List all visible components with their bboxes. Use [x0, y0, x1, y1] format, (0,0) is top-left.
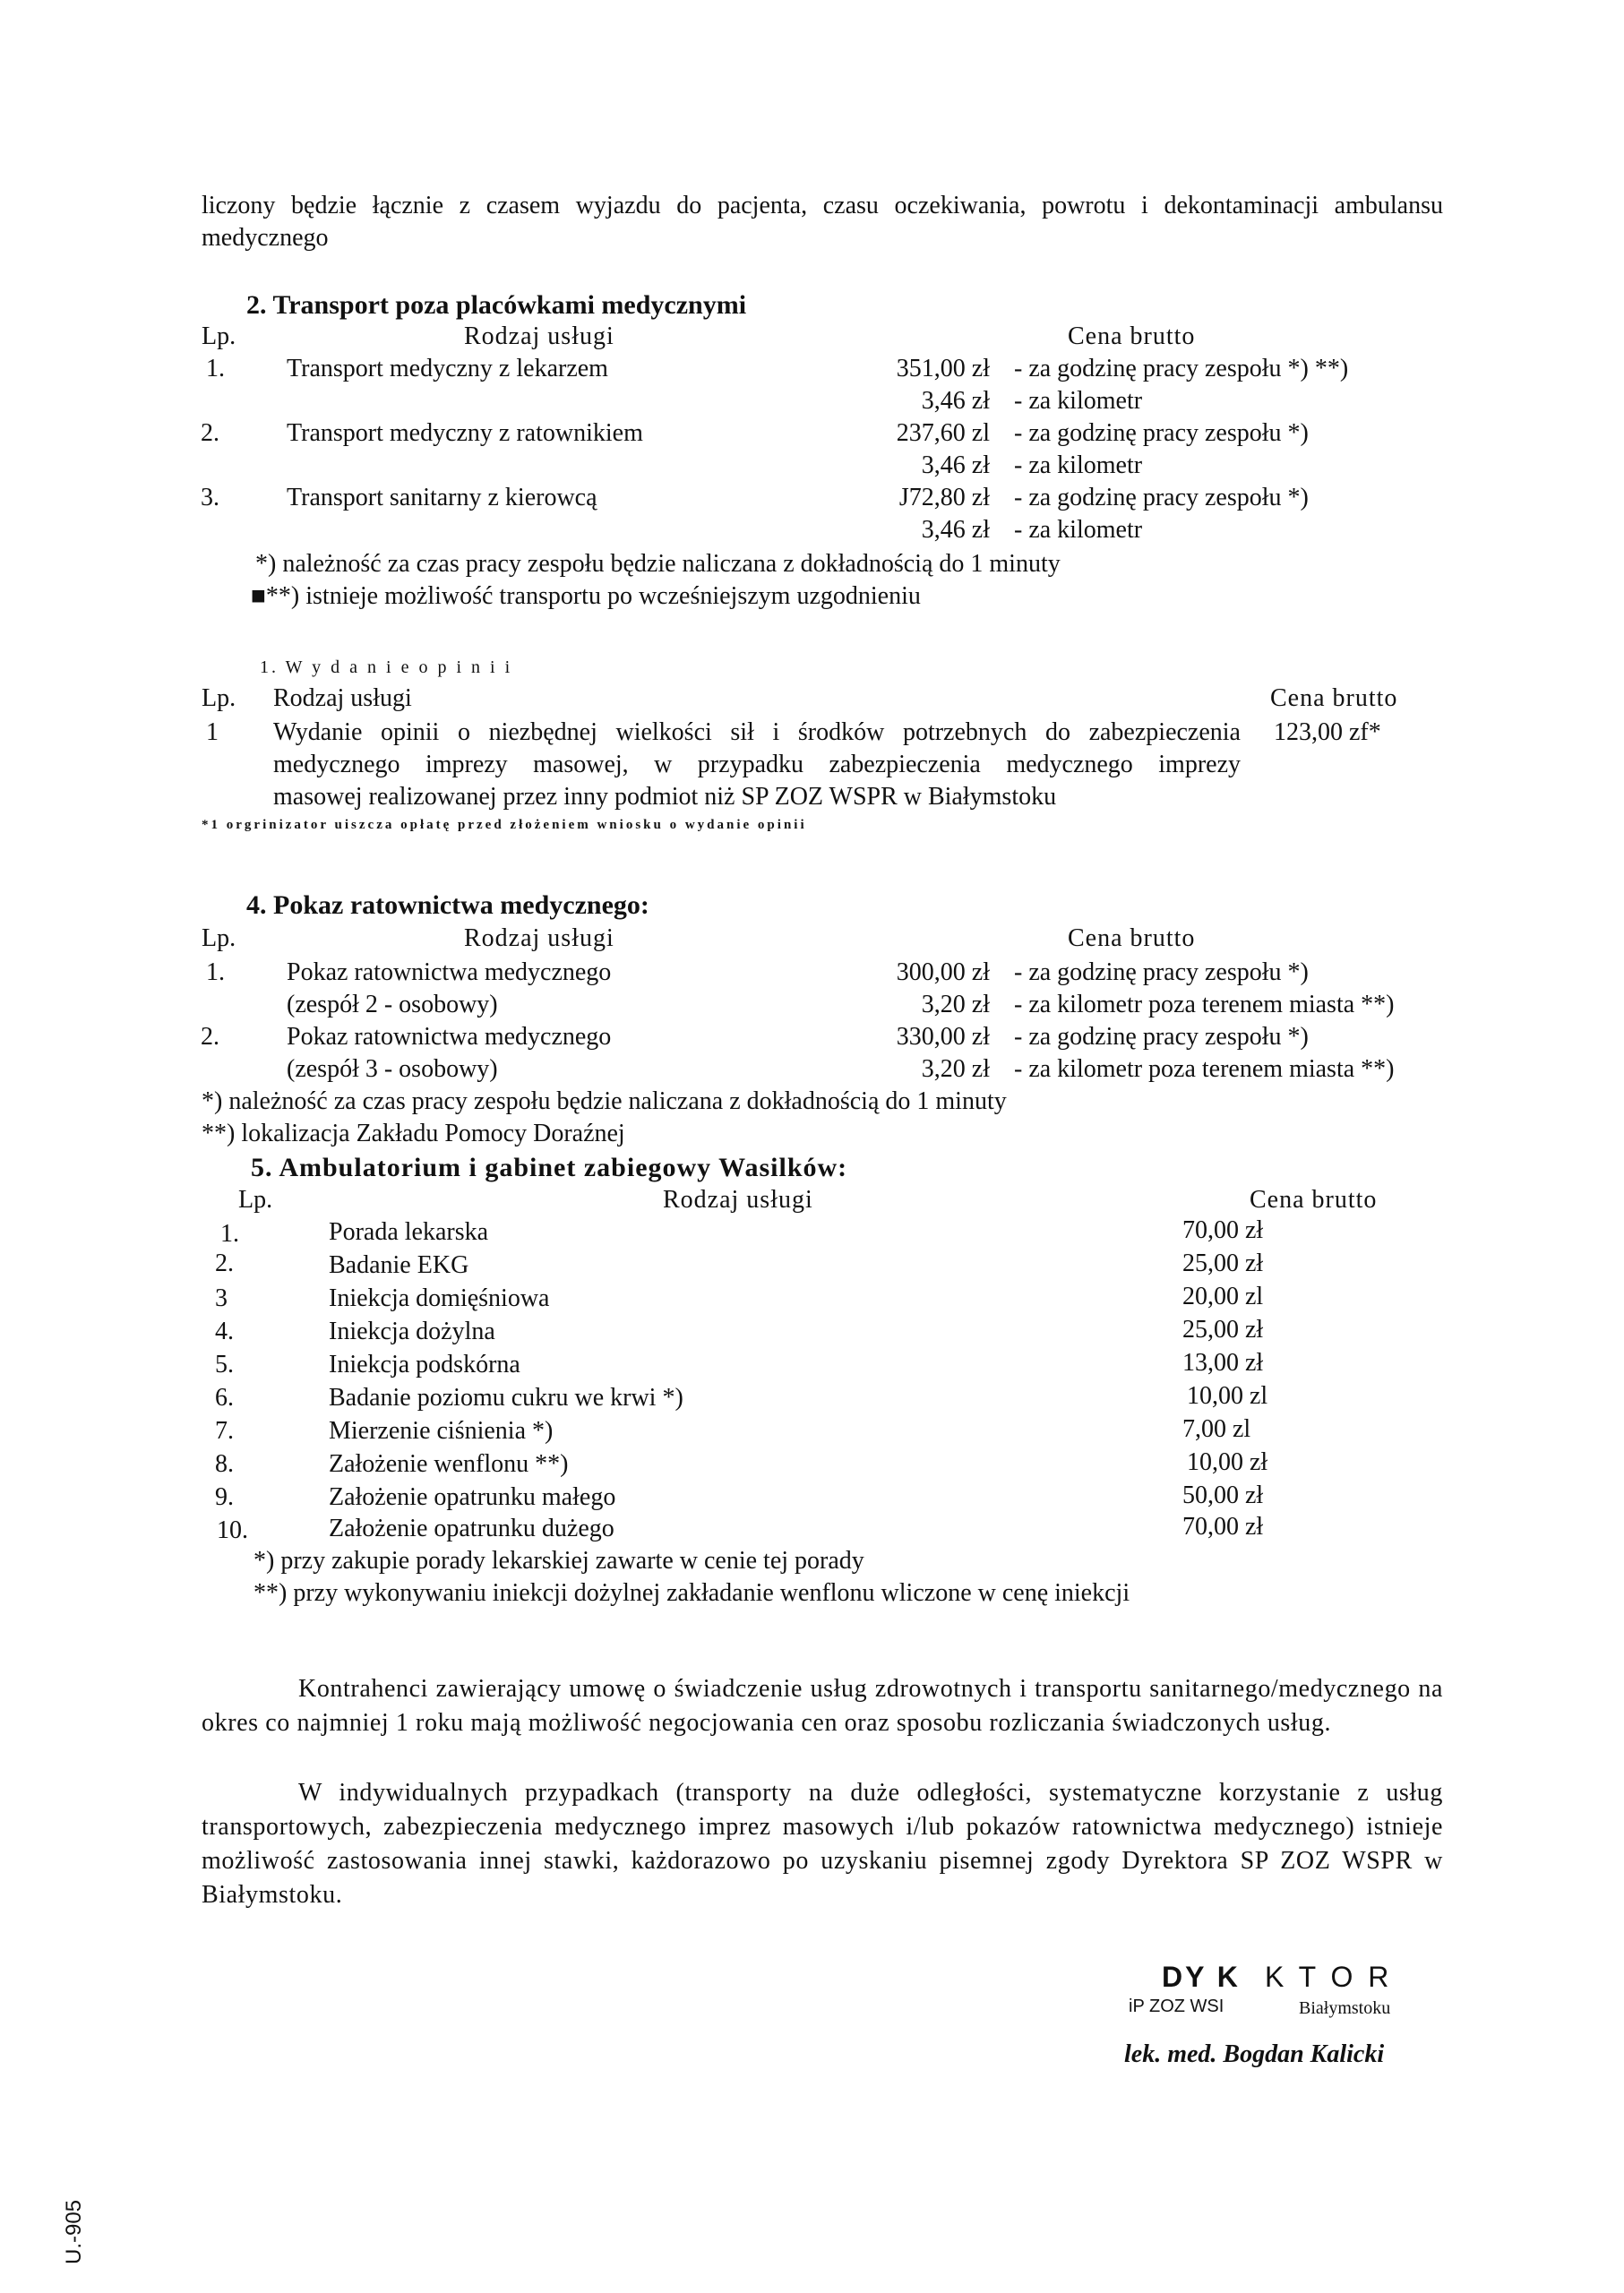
s2-header-name: Rodzaj usługi: [464, 322, 614, 350]
s4-row-desc: - za godzinę pracy zespołu *): [1014, 1023, 1309, 1051]
s5-row-lp: 5.: [215, 1351, 234, 1378]
s2-row-price: J72,80 zł: [898, 484, 990, 511]
s5-row-name: Założenie wenflonu **): [329, 1450, 569, 1478]
s5-row-price: 10,00 zł: [1187, 1448, 1268, 1476]
s5-row-lp: 3: [215, 1284, 228, 1312]
side-code: U.-905: [62, 2199, 86, 2264]
s5-row-name: Iniekcja domięśniowa: [329, 1284, 550, 1312]
s2-row-name: Transport medyczny z ratownikiem: [287, 419, 643, 447]
section-3-title: 1. W y d a n i e o p i n i i: [260, 657, 513, 677]
s2-row-desc: - za godzinę pracy zespołu *): [1014, 419, 1309, 447]
s3-header-name: Rodzaj usługi: [273, 684, 412, 712]
s5-row-price: 50,00 zł: [1182, 1481, 1264, 1509]
s4-row-desc-km: - za kilometr poza terenem miasta **): [1014, 1055, 1395, 1083]
s2-row-lp: 3.: [201, 484, 219, 511]
s2-row-price-km: 3,46 zł: [921, 516, 990, 544]
s3-row-line-1: Wydanie opinii o niezbędnej wielkości sił i środków potrzebnych do zabezpieczenia: [273, 718, 1241, 746]
s5-row-lp: 1.: [220, 1220, 239, 1248]
s4-row-desc: - za godzinę pracy zespołu *): [1014, 958, 1309, 986]
s4-header-name: Rodzaj usługi: [464, 924, 614, 952]
s2-row-price-km: 3,46 zł: [921, 387, 990, 415]
s5-row-name: Iniekcja dożylna: [329, 1318, 495, 1345]
director-name: lek. med. Bogdan Kalicki: [1124, 2040, 1385, 2068]
s3-header-lp: Lp.: [202, 684, 236, 712]
s4-row-sub: (zespół 3 - osobowy): [287, 1055, 498, 1083]
s4-row-name: Pokaz ratownictwa medycznego: [287, 958, 612, 986]
s4-row-price-km: 3,20 zł: [921, 991, 990, 1018]
paragraph-individual-cases: W indywidualnych przypadkach (transporty na duże odległości, systematyczne korzystanie z usług transportowych, zabezpieczenia medycznego imprez masowych i/lub pokazów ratownictwa medycznego) istnieje możliwość zastosowania innej stawki, każdorazowo po uzyskaniu pisemnej zgody Dyrektora SP ZOZ WSPR w Białymstoku.: [202, 1779, 1443, 1909]
s5-row-price: 13,00 zł: [1182, 1349, 1264, 1377]
s4-note-1: *) należność za czas pracy zespołu będzie naliczana z dokładnością do 1 minuty: [202, 1087, 1007, 1115]
section-5-title: 5. Ambulatorium i gabinet zabiegowy Wasilków:: [251, 1153, 848, 1182]
s3-row-line-2: medycznego imprezy masowej, w przypadku zabezpieczenia medycznego imprezy: [273, 751, 1241, 778]
s3-row-line-3: masowej realizowanej przez inny podmiot niż SP ZOZ WSPR w Białymstoku: [273, 783, 1057, 811]
s2-row-name: Transport medyczny z lekarzem: [287, 355, 608, 382]
s5-row-price: 70,00 zł: [1182, 1216, 1264, 1244]
s5-row-name: Założenie opatrunku dużego: [329, 1515, 614, 1542]
paragraph-negotiation: Kontrahenci zawierający umowę o świadczenie usług zdrowotnych i transportu sanitarnego/medycznego na okres co najmniej 1 roku mają możliwość negocjowania cen oraz sposobu rozliczania świadczonych usług.: [202, 1675, 1443, 1737]
s4-row-desc-km: - za kilometr poza terenem miasta **): [1014, 991, 1395, 1018]
s5-row-name: Badanie poziomu cukru we krwi *): [329, 1384, 683, 1412]
s5-row-price: 70,00 zł: [1182, 1513, 1264, 1541]
s5-row-name: Porada lekarska: [329, 1218, 489, 1246]
s5-row-price: 25,00 zł: [1182, 1250, 1264, 1277]
stamp-line-1b: K T O R: [1265, 1961, 1393, 1993]
s2-row-lp: 2.: [201, 419, 219, 447]
s2-row-name: Transport sanitarny z kierowcą: [287, 484, 597, 511]
s5-row-lp: 2.: [215, 1250, 234, 1277]
stamp-line-1a: DY K: [1162, 1961, 1241, 1993]
s2-row-price: 237,60 zl: [896, 419, 990, 447]
s5-row-name: Iniekcja podskórna: [329, 1351, 520, 1378]
s3-row-lp: 1: [206, 718, 219, 746]
s5-row-price: 10,00 zl: [1187, 1382, 1268, 1410]
s5-row-lp: 6.: [215, 1384, 234, 1412]
s2-row-price-km: 3,46 zł: [921, 451, 990, 479]
s5-row-lp: 4.: [215, 1318, 234, 1345]
s4-row-sub: (zespół 2 - osobowy): [287, 991, 498, 1018]
s4-note-2: **) lokalizacja Zakładu Pomocy Doraźnej: [202, 1120, 625, 1147]
s4-row-lp: 1.: [206, 958, 225, 986]
s2-row-desc-km: - za kilometr: [1014, 516, 1143, 544]
s2-header-price: Cena brutto: [1068, 322, 1196, 350]
s2-note-2: ■**) istnieje możliwość transportu po wcześniejszym uzgodnieniu: [251, 582, 921, 610]
stamp-line-2a: iP ZOZ WSI: [1129, 1997, 1224, 2016]
s4-header-lp: Lp.: [202, 924, 236, 952]
s5-header-lp: Lp.: [238, 1186, 273, 1214]
s3-footnote: *1 orgrinizator uiszcza opłatę przed złożeniem wniosku o wydanie opinii: [202, 818, 807, 832]
s2-row-lp: 1.: [206, 355, 225, 382]
s5-header-name: Rodzaj usługi: [663, 1186, 813, 1214]
s2-row-desc-km: - za kilometr: [1014, 387, 1143, 415]
s4-header-price: Cena brutto: [1068, 924, 1196, 952]
s5-row-price: 20,00 zl: [1182, 1283, 1264, 1310]
s5-row-lp: 10.: [217, 1516, 248, 1544]
s5-row-lp: 9.: [215, 1483, 234, 1511]
s5-note-2: **) przy wykonywaniu iniekcji dożylnej zakładanie wenflonu wliczone w cenę iniekcji: [253, 1579, 1130, 1607]
section-2-title: 2. Transport poza placówkami medycznymi: [246, 290, 747, 320]
stamp-line-2b: Białymstoku: [1299, 1998, 1391, 2018]
s5-row-name: Mierzenie ciśnienia *): [329, 1417, 554, 1445]
s4-row-lp: 2.: [201, 1023, 219, 1051]
s4-row-price: 300,00 zł: [896, 958, 990, 986]
s5-row-price: 7,00 zl: [1182, 1415, 1251, 1443]
section-4-title: 4. Pokaz ratownictwa medycznego:: [246, 890, 649, 920]
intro-text: liczony będzie łącznie z czasem wyjazdu do pacjenta, czasu oczekiwania, powrotu i dekontaminacji ambulansu medycznego: [202, 192, 1443, 252]
s4-row-name: Pokaz ratownictwa medycznego: [287, 1023, 612, 1051]
s2-row-price: 351,00 zł: [896, 355, 990, 382]
s4-row-price-km: 3,20 zł: [921, 1055, 990, 1083]
s2-header-lp: Lp.: [202, 322, 236, 350]
s3-row-price: 123,00 zf*: [1274, 718, 1381, 746]
s5-row-price: 25,00 zł: [1182, 1316, 1264, 1344]
s5-note-1: *) przy zakupie porady lekarskiej zawarte w cenie tej porady: [253, 1547, 864, 1575]
s5-row-name: Badanie EKG: [329, 1251, 469, 1279]
s2-note-1: *) należność za czas pracy zespołu będzie naliczana z dokładnością do 1 minuty: [255, 550, 1061, 578]
s5-header-price: Cena brutto: [1250, 1186, 1378, 1214]
s2-row-desc-km: - za kilometr: [1014, 451, 1143, 479]
s2-row-desc: - za godzinę pracy zespołu *): [1014, 484, 1309, 511]
s2-row-desc: - za godzinę pracy zespołu *) **): [1014, 355, 1349, 382]
s3-header-price: Cena brutto: [1270, 684, 1398, 712]
s5-row-name: Założenie opatrunku małego: [329, 1483, 616, 1511]
s5-row-lp: 8.: [215, 1450, 234, 1478]
s5-row-lp: 7.: [215, 1417, 234, 1445]
s4-row-price: 330,00 zł: [896, 1023, 990, 1051]
